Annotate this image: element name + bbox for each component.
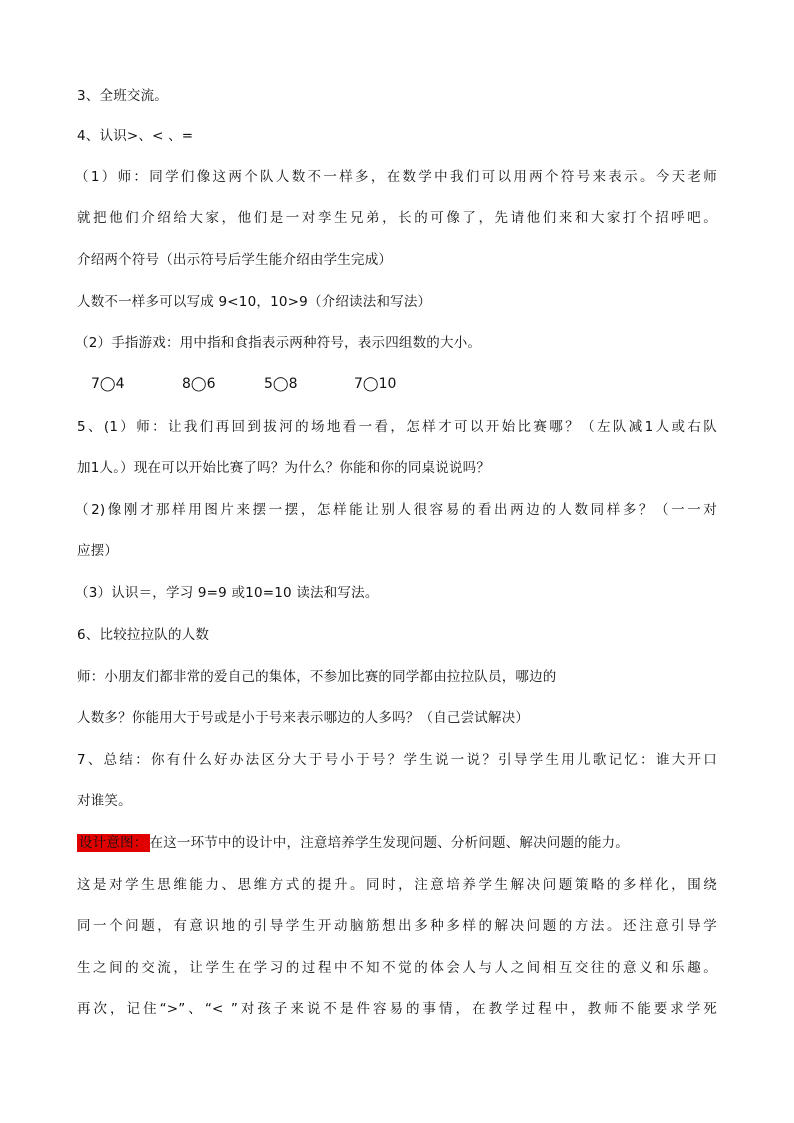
paragraph-design-intent-2: 这是对学生思维能力、思维方式的提升。同时，注意培养学生解决问题策略的多样化，围绕 [77, 877, 717, 893]
design-intent-text: 在这一环节中的设计中，注意培养学生发现问题、分析问题、解决问题的能力。 [149, 835, 629, 851]
paragraph-design-intent-3: 同一个问题，有意识地的引导学生开动脑筋想出多种多样的解决问题的方法。还注意引导学 [77, 918, 717, 934]
comparison-item: 8◯6 [182, 376, 216, 392]
paragraph-step-5-1a: 5、(1）师：让我们再回到拔河的场地看一看，怎样才可以开始比赛哪？（左队减1人或右队 [77, 419, 717, 435]
step-4-heading: 4、认识>、< 、= [77, 128, 194, 144]
paragraph-summary-2: 对谁笑。 [77, 793, 132, 809]
paragraph-finger-game: （2）手指游戏：用中指和食指表示两种符号，表示四组数的大小。 [75, 335, 482, 351]
comparison-item: 7◯10 [354, 376, 397, 392]
paragraph-teacher-intro-1: （1）师：同学们像这两个队人数不一样多，在数学中我们可以用两个符号来表示。今天老师 [75, 169, 717, 185]
design-intent-label: 设计意图： [79, 835, 148, 851]
paragraph-design-intent-4: 生之间的交流，让学生在学习的过程中不知不觉的体会人与人之间相互交往的意义和乐趣。 [77, 960, 717, 976]
step-6-heading: 6、比较拉拉队的人数 [77, 627, 210, 643]
step-3-heading: 3、全班交流。 [77, 88, 168, 104]
paragraph-cheer-team-2: 人数多？你能用大于号或是小于号来表示哪边的人多吗？（自己尝试解决） [77, 710, 530, 726]
paragraph-cheer-team-1: 师：小朋友们都非常的爱自己的集体，不参加比赛的同学都由拉拉队员，哪边的 [77, 669, 557, 685]
paragraph-teacher-intro-2: 就把他们介绍给大家，他们是一对孪生兄弟，长的可像了，先请他们来和大家打个招呼吧。 [77, 210, 717, 226]
paragraph-design-intent-1 [77, 833, 717, 853]
paragraph-summary-1: 7、总结：你有什么好办法区分大于号小于号？学生说一说？引导学生用儿歌记忆：谁大开口 [77, 752, 717, 768]
paragraph-step-5-1b: 加1人。）现在可以开始比赛了吗？为什么？你能和你的同桌说说吗？ [77, 460, 491, 476]
paragraph-step-5-2a: （2)像刚才那样用图片来摆一摆，怎样能让别人很容易的看出两边的人数同样多？（一一对 [75, 502, 717, 518]
paragraph-step-5-3: （3）认识＝，学习 9=9 或10=10 读法和写法。 [75, 585, 379, 601]
paragraph-write-inequality: 人数不一样多可以写成 9<10，10>9（介绍读法和写法） [77, 294, 432, 310]
comparison-item: 5◯8 [264, 376, 298, 392]
paragraph-step-5-2b: 应摆） [77, 543, 119, 559]
paragraph-design-intent-5: 再次，记住“>”、“< ”对孩子来说不是件容易的事情，在教学过程中，教师不能要求学死 [77, 1001, 717, 1017]
comparison-item: 7◯4 [91, 376, 125, 392]
paragraph-introduce-symbols: 介绍两个符号（出示符号后学生能介绍由学生完成） [77, 252, 393, 268]
